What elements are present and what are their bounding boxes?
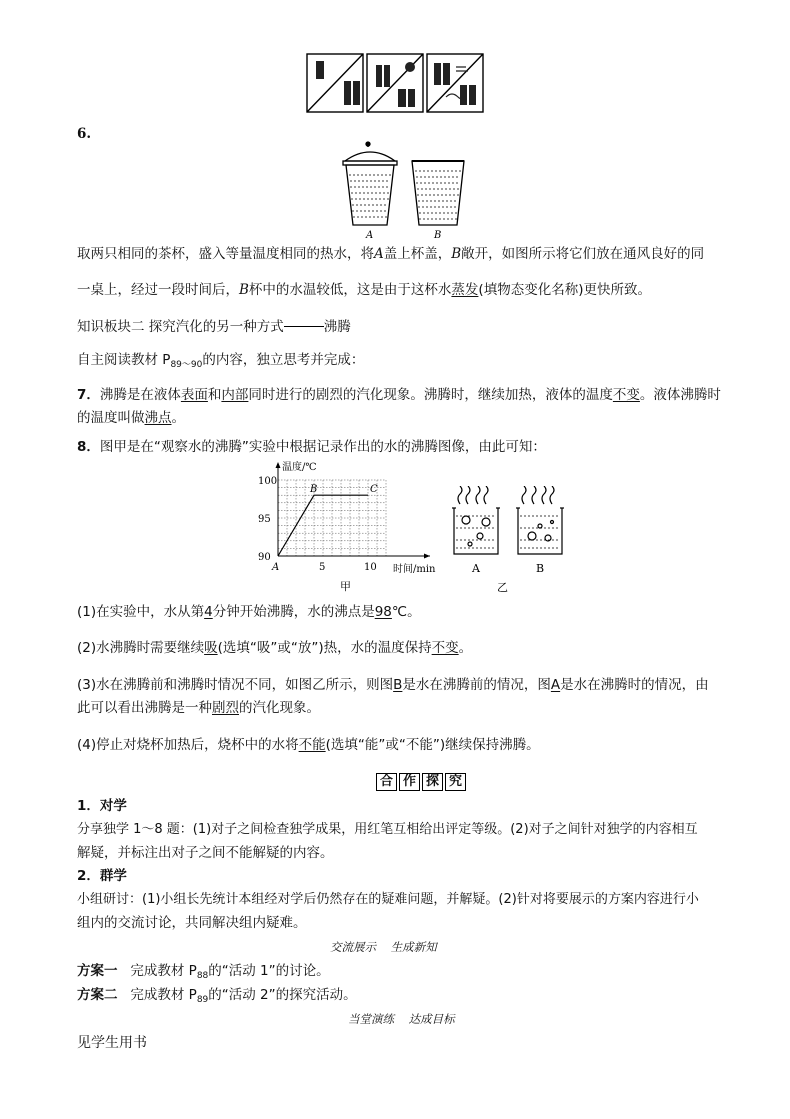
- chart-point-label: C: [370, 484, 378, 496]
- question-7-line-1: 7．沸腾是在液体表面和内部同时进行的剧烈的汽化现象。沸腾时，继续加热，液体的温度不变。液体沸腾时: [77, 387, 721, 403]
- question-8-text: 8．图甲是在“观察水的沸腾”实验中根据记录作出的水的沸腾图像，由此可知：: [77, 439, 546, 455]
- chart-x-arrow: [424, 554, 430, 559]
- question-8-part-4: (4)停止对烧杯加热后，烧杯中的水将不能(选填“能”或“不能”)继续保持沸腾。: [77, 737, 540, 753]
- question-7-line-2: 的温度叫做沸点。: [77, 410, 185, 426]
- chart-y-tick-label: 90: [258, 552, 271, 563]
- chart-y-label: 温度/℃: [282, 462, 317, 473]
- chart-x-tick-label: 5: [319, 562, 326, 573]
- clothes-drying-illustration: [306, 53, 484, 117]
- coop-badge: 合 作 探 究: [375, 773, 467, 791]
- question-8-part-3-line-1: (3)水在沸腾前和沸腾时情况不同，如图乙所示，则图B是水在沸腾前的情况，图A是水在沸腾时的情况，由: [77, 677, 709, 693]
- question-6-number: 6.: [77, 126, 92, 142]
- coop-heading-2: 2．群学: [77, 868, 127, 884]
- section-2-title: 知识板块二 探究汽化的另一种方式 沸腾: [77, 319, 351, 335]
- answer-evaporation: 蒸发: [451, 282, 479, 298]
- boiling-chart: [240, 458, 440, 597]
- coop-para-2-line-1: 小组研讨：(1)小组长先统计本组经对学后仍然存在的疑难问题，并解疑。(2)针对将要展示的方案内容进行小: [77, 892, 699, 907]
- question-8-part-1: (1)在实验中，水从第4分钟开始沸腾，水的沸点是98℃。: [77, 604, 421, 620]
- chart-caption: 甲: [340, 580, 351, 593]
- chart-y-arrow: [276, 462, 281, 468]
- chart-point-label: B: [310, 484, 318, 496]
- beaker-a-label: A: [472, 562, 480, 575]
- question-6-line-1: 取两只相同的茶杯，盛入等量温度相同的热水，将A盖上杯盖，B敞开，如图所示将它们放在通风良好的同: [77, 246, 705, 262]
- footer-reference: 见学生用书: [77, 1035, 147, 1051]
- section-2-reading: 自主阅读教材 $P_{89\sim 90}$的内容，独立思考并完成：: [77, 352, 365, 370]
- cup-b-label: B: [434, 230, 442, 241]
- coop-para-2-line-2: 组内的交流讨论，共同解决组内疑难。: [77, 915, 307, 931]
- chart-y-tick-label: 100: [258, 476, 278, 487]
- question-8-part-2: (2)水沸腾时需要继续吸(选填“吸”或“放”)热，水的温度保持不变。: [77, 640, 473, 656]
- show-section-title: 交流展示 生成新知: [330, 940, 437, 954]
- cup-a-label: A: [366, 230, 374, 241]
- beakers-figure: [440, 486, 570, 598]
- question-6-line-2: 一桌上，经过一段时间后，B杯中的水温较低，这是由于这杯水蒸发(填物态变化名称)更快所致。: [77, 282, 651, 298]
- beaker-b-label: B: [536, 562, 545, 575]
- plan-1: 方案一 完成教材 $P_{88}$的“活动 1”的讨论。: [77, 963, 330, 981]
- tea-cups-figure: [340, 141, 468, 245]
- chart-x-tick-label: 10: [364, 562, 377, 573]
- plan-2: 方案二 完成教材 $P_{89}$的“活动 2”的探究活动。: [77, 987, 357, 1005]
- chart-y-tick-label: 95: [258, 514, 271, 525]
- question-8-part-3-line-2: 此可以看出沸腾是一种剧烈的汽化现象。: [77, 700, 320, 716]
- coop-heading-1: 1．对学: [77, 798, 127, 814]
- practice-section-title: 当堂演练 达成目标: [348, 1012, 455, 1026]
- chart-x-label: 时间/min: [393, 564, 436, 575]
- coop-para-1-line-1: 分享独学 1～8 题：(1)对子之间检查独学成果，用红笔互相给出评定等级。(2)对子之间针对独学的内容相互: [77, 822, 698, 837]
- chart-point-label: A: [272, 562, 280, 573]
- beakers-caption: 乙: [497, 581, 508, 594]
- coop-para-1-line-2: 解疑，并标注出对子之间不能解疑的内容。: [77, 845, 334, 861]
